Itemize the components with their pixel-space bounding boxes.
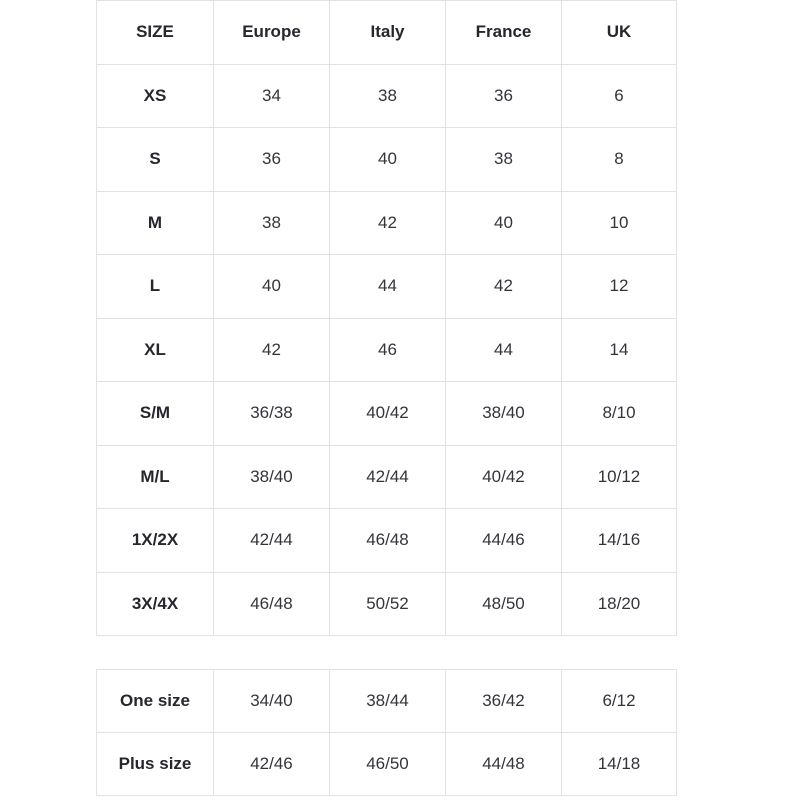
cell-uk: 8/10 [562, 382, 677, 446]
cell-italy: 46/48 [330, 509, 446, 573]
cell-italy: 40 [330, 128, 446, 192]
row-label: S/M [97, 382, 214, 446]
row-label: 3X/4X [97, 572, 214, 636]
table-row [97, 382, 677, 446]
special-size-table-body [97, 670, 677, 796]
cell-uk: 12 [562, 255, 677, 319]
cell-france: 44 [446, 318, 562, 382]
cell-uk: 6 [562, 64, 677, 128]
cell-europe: 34 [214, 64, 330, 128]
row-label: S [97, 128, 214, 192]
cell-europe: 46/48 [214, 572, 330, 636]
row-label: XL [97, 318, 214, 382]
cell-uk: 8 [562, 128, 677, 192]
cell-italy: 46/50 [330, 733, 446, 796]
row-label: Plus size [97, 733, 214, 796]
column-header-uk: UK [562, 1, 677, 65]
cell-france: 36 [446, 64, 562, 128]
table-row [97, 318, 677, 382]
table-header-row [97, 1, 677, 65]
table-row [97, 255, 677, 319]
cell-italy: 38/44 [330, 670, 446, 733]
table-gap-divider [96, 636, 676, 669]
cell-europe: 36 [214, 128, 330, 192]
row-label: L [97, 255, 214, 319]
table-row [97, 670, 677, 733]
cell-europe: 42 [214, 318, 330, 382]
cell-uk: 14/16 [562, 509, 677, 573]
cell-europe: 42/46 [214, 733, 330, 796]
size-tables-container [96, 0, 676, 796]
cell-france: 40/42 [446, 445, 562, 509]
cell-italy: 42 [330, 191, 446, 255]
cell-uk: 14/18 [562, 733, 677, 796]
table-row [97, 509, 677, 573]
table-row [97, 572, 677, 636]
column-header-europe: Europe [214, 1, 330, 65]
main-size-table-header [97, 1, 677, 65]
table-row [97, 64, 677, 128]
cell-france: 36/42 [446, 670, 562, 733]
row-label: XS [97, 64, 214, 128]
cell-uk: 10 [562, 191, 677, 255]
cell-europe: 36/38 [214, 382, 330, 446]
table-row [97, 733, 677, 796]
cell-uk: 6/12 [562, 670, 677, 733]
table-row [97, 128, 677, 192]
cell-france: 38 [446, 128, 562, 192]
cell-europe: 40 [214, 255, 330, 319]
cell-uk: 10/12 [562, 445, 677, 509]
cell-italy: 44 [330, 255, 446, 319]
cell-italy: 38 [330, 64, 446, 128]
special-size-table [96, 669, 677, 796]
column-header-italy: Italy [330, 1, 446, 65]
column-header-size: SIZE [97, 1, 214, 65]
main-size-table-body [97, 64, 677, 636]
row-label: M [97, 191, 214, 255]
cell-france: 40 [446, 191, 562, 255]
column-header-france: France [446, 1, 562, 65]
cell-italy: 46 [330, 318, 446, 382]
cell-europe: 38 [214, 191, 330, 255]
cell-europe: 42/44 [214, 509, 330, 573]
cell-italy: 42/44 [330, 445, 446, 509]
cell-france: 44/48 [446, 733, 562, 796]
cell-italy: 50/52 [330, 572, 446, 636]
cell-france: 48/50 [446, 572, 562, 636]
row-label: 1X/2X [97, 509, 214, 573]
cell-france: 38/40 [446, 382, 562, 446]
main-size-table [96, 0, 677, 636]
row-label: One size [97, 670, 214, 733]
cell-uk: 14 [562, 318, 677, 382]
cell-france: 42 [446, 255, 562, 319]
table-row [97, 445, 677, 509]
table-row [97, 191, 677, 255]
cell-uk: 18/20 [562, 572, 677, 636]
cell-europe: 34/40 [214, 670, 330, 733]
cell-italy: 40/42 [330, 382, 446, 446]
row-label: M/L [97, 445, 214, 509]
cell-europe: 38/40 [214, 445, 330, 509]
cell-france: 44/46 [446, 509, 562, 573]
